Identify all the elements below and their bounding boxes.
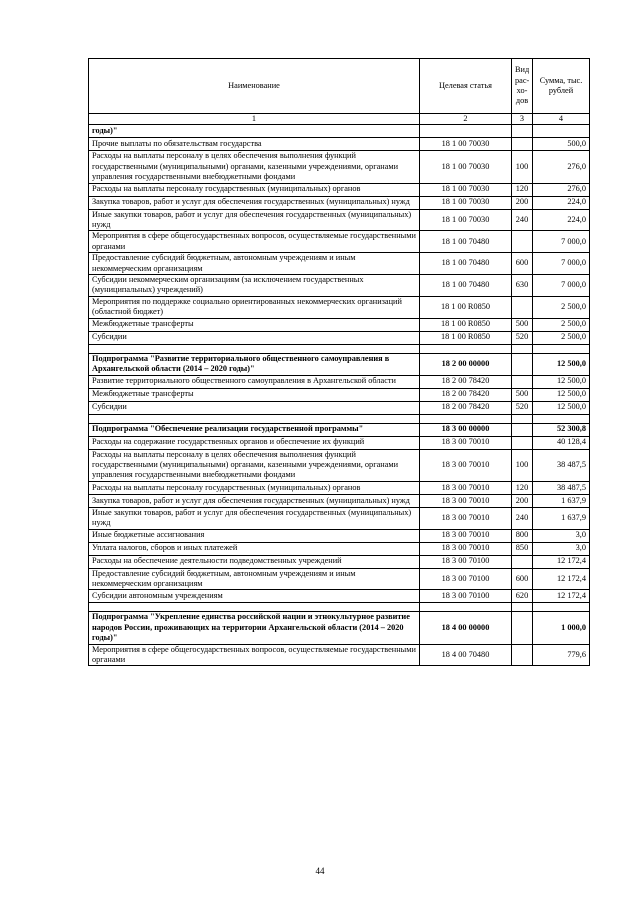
code-cell: 18 3 00 70100	[420, 555, 512, 568]
spacer-row	[89, 344, 590, 353]
name-cell: Предоставление субсидий бюджетным, автономным учреждениям и иным некоммерческим организациям	[89, 568, 420, 590]
name-cell: Межбюджетные трансферты	[89, 318, 420, 331]
code-cell: 18 3 00 70010	[420, 449, 512, 481]
name-cell: Закупка товаров, работ и услуг для обеспечения государственных (муниципальных) нужд	[89, 196, 420, 209]
table-row	[89, 555, 590, 568]
code-cell: 18 2 00 78420	[420, 401, 512, 414]
table-row	[89, 209, 590, 231]
type-cell: 520	[512, 401, 533, 414]
sum-cell: 2 500,0	[533, 296, 590, 318]
column-number: 4	[533, 114, 590, 125]
sum-cell: 224,0	[533, 196, 590, 209]
sum-cell: 779,6	[533, 644, 590, 666]
code-cell: 18 3 00 70010	[420, 436, 512, 449]
header-name: Наименование	[89, 59, 420, 114]
empty-cell	[512, 344, 533, 353]
sum-cell	[533, 125, 590, 138]
sum-cell: 52 300,8	[533, 423, 590, 436]
type-cell: 520	[512, 331, 533, 344]
code-cell: 18 2 00 00000	[420, 353, 512, 375]
table-row	[89, 331, 590, 344]
page-number: 44	[315, 866, 325, 876]
sum-cell: 12 500,0	[533, 401, 590, 414]
empty-cell	[512, 414, 533, 423]
budget-table	[88, 58, 590, 666]
code-cell: 18 3 00 70010	[420, 507, 512, 529]
name-cell: Межбюджетные трансферты	[89, 388, 420, 401]
table-row	[89, 481, 590, 494]
header-sum: Сумма, тыс. рублей	[533, 59, 590, 114]
table-row	[89, 151, 590, 183]
type-cell: 600	[512, 568, 533, 590]
code-cell: 18 3 00 70100	[420, 568, 512, 590]
table-row	[89, 196, 590, 209]
empty-cell	[533, 414, 590, 423]
code-cell: 18 1 00 70030	[420, 196, 512, 209]
table-row	[89, 375, 590, 388]
type-cell	[512, 423, 533, 436]
sum-cell: 3,0	[533, 542, 590, 555]
type-cell	[512, 353, 533, 375]
type-cell: 120	[512, 183, 533, 196]
code-cell: 18 3 00 70010	[420, 494, 512, 507]
table-row	[89, 138, 590, 151]
table-row	[89, 183, 590, 196]
name-cell: Субсидии некоммерческим организациям (за исключением государственных (муниципальных) учреждений)	[89, 275, 420, 297]
code-cell: 18 4 00 00000	[420, 612, 512, 644]
type-cell: 620	[512, 590, 533, 603]
empty-cell	[420, 414, 512, 423]
code-cell: 18 1 00 70030	[420, 138, 512, 151]
sum-cell: 2 500,0	[533, 331, 590, 344]
table-row	[89, 401, 590, 414]
name-cell: Иные бюджетные ассигнования	[89, 529, 420, 542]
sum-cell: 12 172,4	[533, 555, 590, 568]
code-cell: 18 3 00 70010	[420, 481, 512, 494]
table-row	[89, 296, 590, 318]
name-cell: Мероприятия по поддержке социально ориентированных некоммерческих организаций (областной бюджет)	[89, 296, 420, 318]
table-row	[89, 275, 590, 297]
name-cell: Подпрограмма "Укрепление единства российской нации и этнокультурное развитие народов России, проживающих на территории Архангельской области (2014 – 2020 годы)"	[89, 612, 420, 644]
name-cell: Подпрограмма "Обеспечение реализации государственной программы"	[89, 423, 420, 436]
table-row	[89, 644, 590, 666]
type-cell	[512, 138, 533, 151]
table-row	[89, 507, 590, 529]
type-cell: 500	[512, 318, 533, 331]
name-cell: Расходы на выплаты персоналу государственных (муниципальных) органов	[89, 183, 420, 196]
empty-cell	[89, 603, 420, 612]
column-number: 2	[420, 114, 512, 125]
empty-cell	[533, 603, 590, 612]
type-cell: 500	[512, 388, 533, 401]
type-cell: 100	[512, 449, 533, 481]
name-cell: Иные закупки товаров, работ и услуг для обеспечения государственных (муниципальных) нужд	[89, 209, 420, 231]
sum-cell: 276,0	[533, 151, 590, 183]
empty-cell	[420, 344, 512, 353]
sum-cell: 2 500,0	[533, 318, 590, 331]
spacer-row	[89, 414, 590, 423]
type-cell: 120	[512, 481, 533, 494]
sum-cell: 12 172,4	[533, 590, 590, 603]
name-cell: Расходы на обеспечение деятельности подведомственных учреждений	[89, 555, 420, 568]
type-cell	[512, 296, 533, 318]
name-cell: Уплата налогов, сборов и иных платежей	[89, 542, 420, 555]
name-cell: Предоставление субсидий бюджетным, автономным учреждениям и иным некоммерческим организациям	[89, 253, 420, 275]
type-cell	[512, 375, 533, 388]
sum-cell: 7 000,0	[533, 253, 590, 275]
code-cell: 18 2 00 78420	[420, 375, 512, 388]
code-cell: 18 3 00 70010	[420, 529, 512, 542]
column-number: 3	[512, 114, 533, 125]
sum-cell: 276,0	[533, 183, 590, 196]
name-cell: годы)"	[89, 125, 420, 138]
sum-cell: 7 000,0	[533, 275, 590, 297]
sum-cell: 38 487,5	[533, 449, 590, 481]
sum-cell: 12 500,0	[533, 388, 590, 401]
empty-cell	[512, 603, 533, 612]
sum-cell: 1 637,9	[533, 494, 590, 507]
sum-cell: 7 000,0	[533, 231, 590, 253]
type-cell: 240	[512, 209, 533, 231]
sum-cell: 12 172,4	[533, 568, 590, 590]
name-cell: Расходы на выплаты персоналу государственных (муниципальных) органов	[89, 481, 420, 494]
name-cell: Субсидии автономным учреждениям	[89, 590, 420, 603]
sum-cell: 1 000,0	[533, 612, 590, 644]
type-cell	[512, 555, 533, 568]
type-cell	[512, 231, 533, 253]
code-cell: 18 1 00 70030	[420, 209, 512, 231]
sum-cell: 12 500,0	[533, 375, 590, 388]
code-cell: 18 1 00 70030	[420, 151, 512, 183]
header-code: Целевая статья	[420, 59, 512, 114]
subprogram-row	[89, 612, 590, 644]
table-row	[89, 318, 590, 331]
table-row	[89, 529, 590, 542]
sum-cell: 1 637,9	[533, 507, 590, 529]
header-type: Вид рас-хо-дов	[512, 59, 533, 114]
subprogram-row	[89, 353, 590, 375]
code-cell: 18 4 00 70480	[420, 644, 512, 666]
code-cell: 18 1 00 R0850	[420, 318, 512, 331]
code-cell: 18 3 00 70100	[420, 590, 512, 603]
sum-cell: 12 500,0	[533, 353, 590, 375]
table-row	[89, 590, 590, 603]
column-number: 1	[89, 114, 420, 125]
spacer-row	[89, 603, 590, 612]
sum-cell: 3,0	[533, 529, 590, 542]
name-cell: Расходы на содержание государственных органов и обеспечение их функций	[89, 436, 420, 449]
subprogram-row	[89, 125, 590, 138]
type-cell: 240	[512, 507, 533, 529]
name-cell: Иные закупки товаров, работ и услуг для обеспечения государственных (муниципальных) нужд	[89, 507, 420, 529]
table-header-row	[89, 59, 590, 114]
type-cell: 630	[512, 275, 533, 297]
code-cell: 18 1 00 70480	[420, 231, 512, 253]
empty-cell	[89, 414, 420, 423]
name-cell: Субсидии	[89, 401, 420, 414]
type-cell: 800	[512, 529, 533, 542]
type-cell: 100	[512, 151, 533, 183]
sum-cell: 500,0	[533, 138, 590, 151]
table-row	[89, 449, 590, 481]
empty-cell	[533, 344, 590, 353]
type-cell: 200	[512, 494, 533, 507]
code-cell: 18 1 00 70480	[420, 253, 512, 275]
table-row	[89, 436, 590, 449]
code-cell: 18 1 00 70480	[420, 275, 512, 297]
type-cell: 850	[512, 542, 533, 555]
name-cell: Мероприятия в сфере общегосударственных вопросов, осуществляемые государственными органами	[89, 231, 420, 253]
document-page	[88, 58, 589, 666]
name-cell: Закупка товаров, работ и услуг для обеспечения государственных (муниципальных) нужд	[89, 494, 420, 507]
name-cell: Развитие территориального общественного самоуправления в Архангельской области	[89, 375, 420, 388]
table-column-numbers	[89, 114, 590, 125]
code-cell: 18 2 00 78420	[420, 388, 512, 401]
name-cell: Мероприятия в сфере общегосударственных вопросов, осуществляемые государственными органами	[89, 644, 420, 666]
sum-cell: 40 128,4	[533, 436, 590, 449]
sum-cell: 224,0	[533, 209, 590, 231]
empty-cell	[89, 344, 420, 353]
name-cell: Расходы на выплаты персоналу в целях обеспечения выполнения функций государственными (муниципальными) органами, казенными учреждениями, органами управления государственными внебюджетными фондами	[89, 449, 420, 481]
name-cell: Прочие выплаты по обязательствам государства	[89, 138, 420, 151]
code-cell: 18 1 00 R0850	[420, 331, 512, 344]
type-cell	[512, 125, 533, 138]
table-row	[89, 388, 590, 401]
table-row	[89, 253, 590, 275]
code-cell: 18 3 00 00000	[420, 423, 512, 436]
type-cell	[512, 436, 533, 449]
subprogram-row	[89, 423, 590, 436]
name-cell: Расходы на выплаты персоналу в целях обеспечения выполнения функций государственными (муниципальными) органами, казенными учреждениями, органами управления государственными внебюджетными фондами	[89, 151, 420, 183]
type-cell	[512, 612, 533, 644]
type-cell	[512, 644, 533, 666]
type-cell: 600	[512, 253, 533, 275]
code-cell: 18 1 00 70030	[420, 183, 512, 196]
table-row	[89, 231, 590, 253]
sum-cell: 38 487,5	[533, 481, 590, 494]
name-cell: Субсидии	[89, 331, 420, 344]
name-cell: Подпрограмма "Развитие территориального общественного самоуправления в Архангельской области (2014 – 2020 годы)"	[89, 353, 420, 375]
table-row	[89, 568, 590, 590]
table-row	[89, 542, 590, 555]
code-cell	[420, 125, 512, 138]
empty-cell	[420, 603, 512, 612]
type-cell: 200	[512, 196, 533, 209]
code-cell: 18 3 00 70010	[420, 542, 512, 555]
code-cell: 18 1 00 R0850	[420, 296, 512, 318]
table-row	[89, 494, 590, 507]
